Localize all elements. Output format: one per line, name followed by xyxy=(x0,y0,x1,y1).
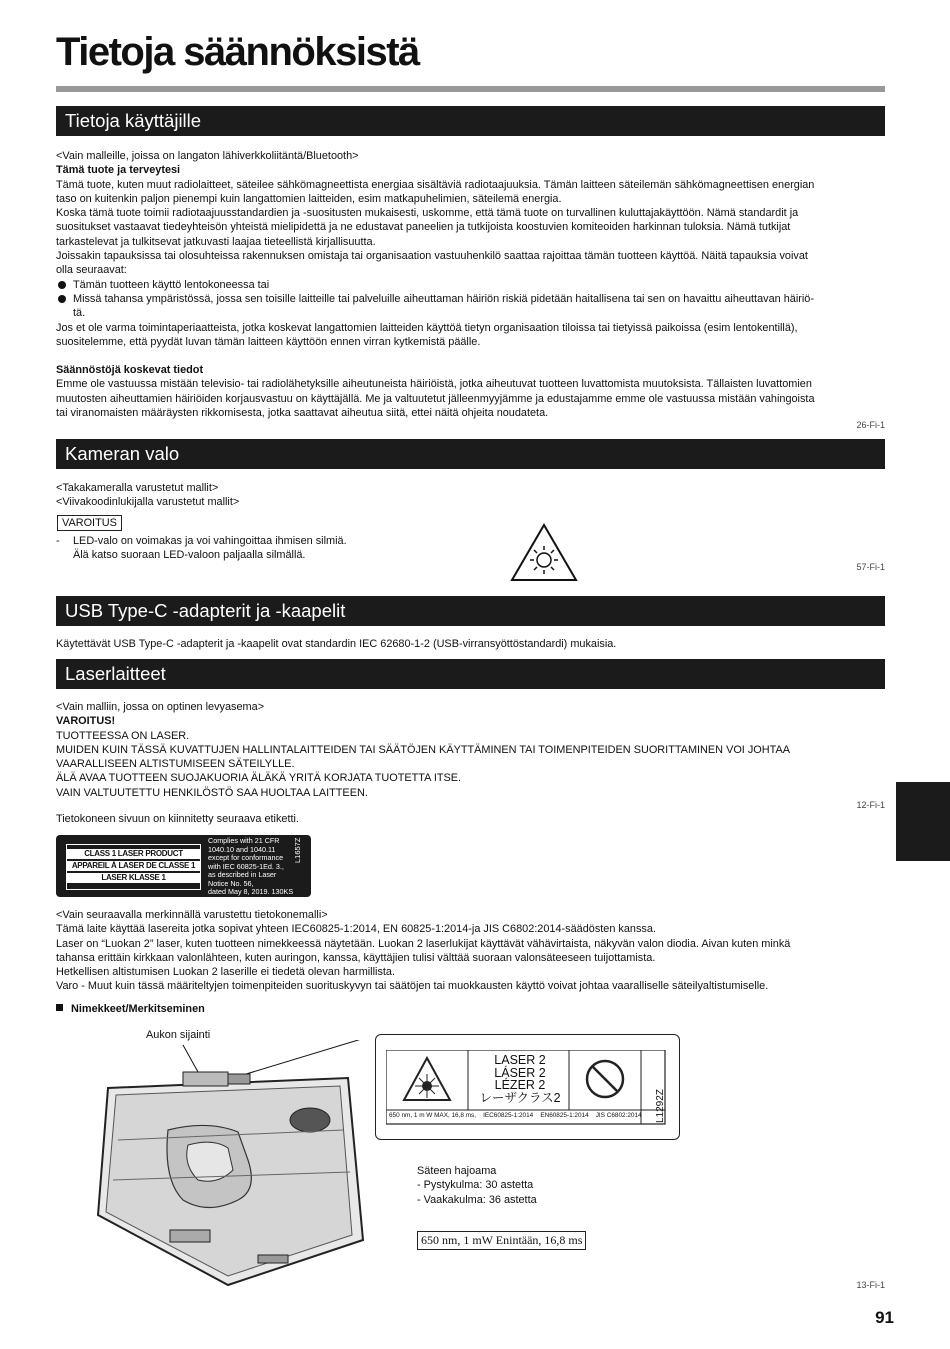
label2-text xyxy=(471,1054,569,1104)
chapter-tab xyxy=(896,782,950,861)
label-line: LÉZER 2 xyxy=(494,1078,546,1092)
section-code: 57-Fi-1 xyxy=(856,562,885,572)
text-line: Tämä tuote, kuten muut radiolaitteet, säteilee sähkömagneettista energiaa sisältäviä radiotaajuuksia. Tämän laitteen säteilemän sähkömagneettisen energian xyxy=(56,178,815,191)
text-line: Joissakin tapauksissa tai olosuhteissa rakennuksen omistaja tai organisaation vastuuhenkilö saattaa rajoittaa tämän tuotteen käyttöä. Näitä tapauksia voivat xyxy=(56,250,808,263)
text-line: <Vain seuraavalla merkinnällä varustettu tietokonemalli> xyxy=(56,909,328,921)
label-line: LASER 2 xyxy=(494,1053,546,1067)
text-line: ÄLÄ AVAA TUOTTEEN SUOJAKUORIA ÄLÄKÄ YRITÄ KORJATA TUOTETTA ITSE. xyxy=(56,772,462,785)
text-line: tä. xyxy=(73,307,86,320)
label-code: L1657Z xyxy=(293,837,302,863)
label-line: CLASS 1 LASER PRODUCT xyxy=(67,849,200,859)
text-line: <Viivakoodinlukijalla varustetut mallit> xyxy=(56,496,240,509)
label-line: except for conformance xyxy=(208,853,284,862)
text-line: Jos et ole varma toimintaperiaatteista, jotka koskevat langattomien laitteiden käyttöä tietyn organisaation tiloissa tai tietyissä paikoissa (esim lentokentillä), xyxy=(56,321,798,334)
label2-bottom: 650 nm, 1 m W MAX, 16,8 ms, IEC60825-1:2014 EN60825-1:2014 JIS C6802:2014 xyxy=(389,1112,642,1119)
bullet-item: Tämän tuotteen käyttö lentokoneessa tai xyxy=(56,278,886,292)
text-line: TUOTTEESSA ON LASER. xyxy=(56,729,190,742)
text-line: tai viranomaisten määräysten rikkomisesta, jotka saattavat aiheutua siitä, ettei näitä ohjeita noudateta. xyxy=(56,406,549,419)
text-line: Emme ole vastuussa mistään televisio- tai radiolähetyksille aiheutuneista häiriöistä, jotka aiheutuvat tuotteen luvattomista muutoksista. Tällaisten luvattomien xyxy=(56,378,812,391)
label-line: Complies with 21 CFR xyxy=(208,836,280,845)
text-line: Tämä laite käyttää lasereita jotka sopivat yhteen IEC60825-1:2014, EN 60825-1:2014-ja JIS C6802:2014-säädösten kanssa. xyxy=(56,923,656,936)
label-intro xyxy=(56,812,886,826)
text-line: tahansa erittäin kirkkaan valonlähteen, kuten auringon, kanssa, käyttäjien tulisi välttää suoraan valonsäteeseen tuijottamista. xyxy=(56,951,656,964)
text-line: tarkastelevat ja tulkitsevat jatkuvasti laajaa tieteellistä kirjallisuutta. xyxy=(56,235,376,248)
beam-spread xyxy=(417,1164,537,1207)
label-line: Notice No. 56, xyxy=(208,878,254,888)
text-line: Varo - Muut kuin tässä määriteltyjen toimenpiteiden suorituskyvyn tai säätöjen tai muokkausten käyttö voivat johtaa vaaralliselle säteilyaltistumiselle. xyxy=(56,980,769,993)
aperture-label: Aukon sijainti xyxy=(146,1029,211,1041)
section-code: 12-Fi-1 xyxy=(856,800,885,810)
regulatory-text xyxy=(56,363,886,420)
text-line: <Vain malliin, jossa on optinen levyasema> xyxy=(56,701,265,713)
label-line: LÁSER 2 xyxy=(494,1065,546,1080)
label-line: as described in Laser xyxy=(208,870,277,879)
warning-dash: - xyxy=(56,535,60,547)
label-line: 1040.10 and 1040.11 xyxy=(208,844,276,854)
label-text-box xyxy=(66,844,201,890)
label-line: with IEC 60825-1Ed. 3., xyxy=(208,861,284,871)
usb-text xyxy=(56,637,886,651)
camera-warning xyxy=(56,534,886,563)
labels-heading xyxy=(56,1002,886,1016)
text-line: VAIN VALTUUTETTU HENKILÖSTÖ SAA HUOLTAA LAITTEEN. xyxy=(56,786,368,799)
text-line: MUIDEN KUIN TÄSSÄ KUVATTUJEN HALLINTALAITTEIDEN TAI SÄÄTÖJEN KÄYTTÄMINEN TAI TOIMENPITEIDEN SUORITTAMINEN VOI JOHTAA xyxy=(56,743,791,756)
section-heading-laser: Laserlaitteet xyxy=(56,659,885,689)
text-line: VAARALLISEEN ALTISTUMISEEN SÄTEILYLLE. xyxy=(56,758,295,771)
section-heading-users: Tietoja käyttäjille xyxy=(56,106,885,136)
laser-spec: 650 nm, 1 mW Enintään, 16,8 ms xyxy=(417,1231,586,1250)
text-line: <Takakameralla varustetut mallit> xyxy=(56,482,219,494)
labels-heading-text: Nimekkeet/Merkitseminen xyxy=(71,1003,205,1015)
text-line: Tämä tuote ja terveytesi xyxy=(56,164,181,177)
sub-heading: Säännöstöjä koskevat tiedot xyxy=(56,364,204,376)
text-line: suositukset vastaavat tiedeyhteisön yhteistä mielipidettä ja ne edustavat paneelien ja tutkijoista koostuvien komiteoiden harkinnan tuloksia. Nämä tutkijat xyxy=(56,221,791,234)
bullet-item: Missä tahansa ympäristössä, jossa sen toisille laitteille tai palveluille aiheuttaman häiriön riskiä pidetään haitallisena tai sen on havaittu aiheuttavan häiriö- xyxy=(56,292,886,306)
page-title: Tietoja säännöksistä xyxy=(56,30,419,74)
users-text xyxy=(56,149,886,349)
warning-line xyxy=(56,534,886,548)
title-rule xyxy=(56,86,885,92)
label-line: LASER KLASSE 1 xyxy=(67,873,200,883)
text-line: muutosten aiheuttamien häiriöiden korjausvastuu on käyttäjällä. Me ja valtuutetut jälleenmyyjämme ja edustajamme emme ole vastuussa mistään vahingoista xyxy=(56,392,815,405)
text-line: - Vaakakulma: 36 astetta xyxy=(417,1193,537,1206)
label-line: APPAREIL À LASER DE CLASSE 1 xyxy=(67,861,200,871)
text-line: Koska tämä tuote toimii radiotaajuusstandardien ja -suositusten mukaisesti, uskomme, että tämä tuote on turvallinen kuluttajakäyttöön. Nämä standardit ja xyxy=(56,207,799,220)
text-line: taso on kuitenkin paljon pienempi kuin langattomien laitteiden, esim matkapuhelimien, säteilemä energia. xyxy=(56,192,562,205)
text-line: Tietokoneen sivuun on kiinnitetty seuraava etiketti. xyxy=(56,813,299,825)
text-line: Laser on “Luokan 2” laser, kuten tuotteen nimekkeessä näytetään. Luokan 2 laserlukijat käyttävät vähävirtaista, näkyvän valon diodia. Aivan kuten minkä xyxy=(56,937,791,950)
section-code: 13-Fi-1 xyxy=(856,1280,885,1290)
label-line: レーザクラス2 xyxy=(479,1090,561,1105)
text-line: - Pystykulma: 30 astetta xyxy=(417,1179,534,1192)
warning-label: VAROITUS xyxy=(57,515,122,531)
text-line: Käytettävät USB Type-C -adapterit ja -kaapelit ovat standardin IEC 62680-1-2 (USB-virransyöttöstandardi) mukaisia. xyxy=(56,638,617,650)
label-compliance-text xyxy=(208,837,293,897)
section-heading-usb: USB Type-C -adapterit ja -kaapelit xyxy=(56,596,885,626)
square-bullet-icon xyxy=(56,1004,63,1011)
section-code: 26-Fi-1 xyxy=(856,420,885,430)
label2-code: L1292Z xyxy=(655,1089,666,1123)
laser-class2-text xyxy=(56,908,886,994)
warning-text: LED-valo on voimakas ja voi vahingoittaa ihmisen silmiä. xyxy=(73,535,347,547)
text-line: <Vain malleille, joissa on langaton lähiverkkoliitäntä/Bluetooth> xyxy=(56,150,359,162)
page-number: 91 xyxy=(875,1308,894,1327)
camera-text xyxy=(56,481,886,510)
warning-line: Älä katso suoraan LED-valoon paljaalla silmällä. xyxy=(73,549,306,562)
text-line: Säteen hajoama xyxy=(417,1165,497,1177)
tablet-illustration xyxy=(88,1040,388,1290)
laser-text xyxy=(56,700,886,800)
text-line: suositelemme, että pyydät luvan tämän laitteen käyttöön ennen virran kytkemistä päälle. xyxy=(56,335,481,348)
section-heading-camera: Kameran valo xyxy=(56,439,885,469)
class1-laser-label xyxy=(56,835,311,897)
led-warning-icon xyxy=(510,523,578,583)
text-line: Hetkellisen altistumisen Luokan 2 laserille ei tiedetä olevan harmillista. xyxy=(56,966,395,979)
text-line: olla seuraavat: xyxy=(56,264,127,277)
label-line: dated May 8, 2019. 130KS xyxy=(208,887,294,896)
class2-laser-label xyxy=(375,1034,680,1140)
text-line: VAROITUS! xyxy=(56,715,116,728)
